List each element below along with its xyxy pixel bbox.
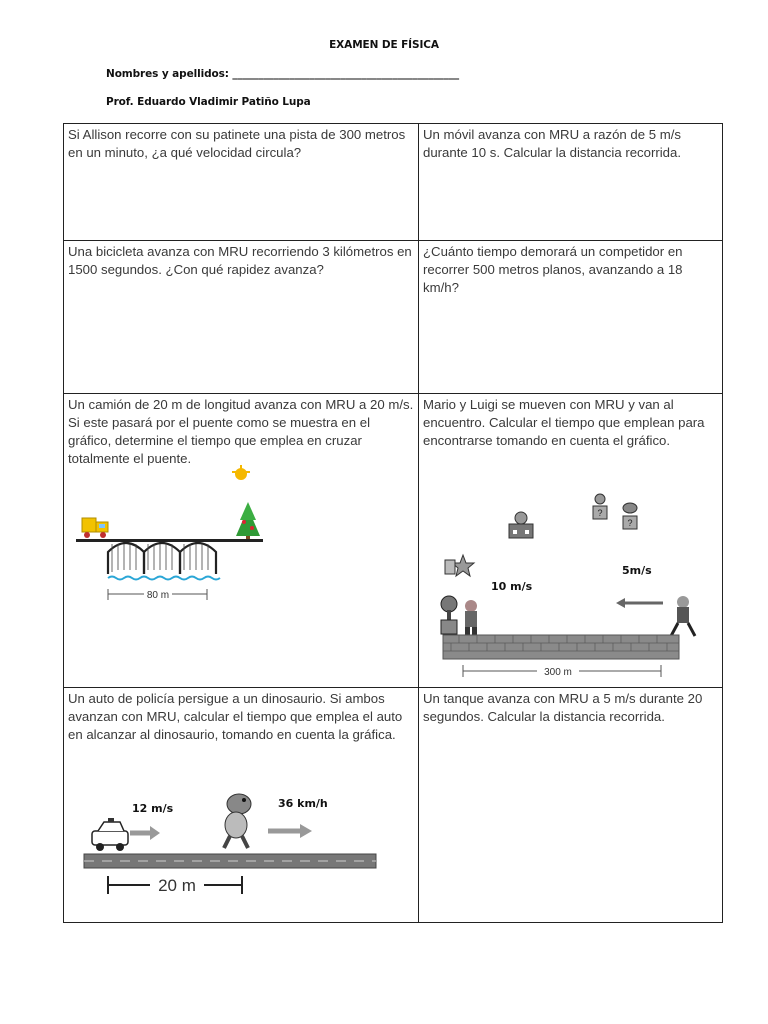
river-water bbox=[108, 577, 220, 580]
bridge-deck bbox=[76, 539, 263, 542]
question-cell-1 bbox=[64, 124, 419, 241]
luigi-speed-label: 5m/s bbox=[622, 564, 652, 577]
star-icon bbox=[445, 555, 474, 576]
brick-ground bbox=[443, 635, 679, 659]
question-text: Un tanque avanza con MRU a 5 m/s durante 20 segundos. Calcular la distancia recorrida. bbox=[423, 691, 703, 724]
castle-block-icon bbox=[509, 512, 533, 538]
question-cell-2 bbox=[419, 124, 723, 241]
professor-name: Prof. Eduardo Vladimir Patiño Lupa bbox=[106, 96, 311, 108]
dinosaur-icon bbox=[224, 794, 251, 848]
svg-text:?: ? bbox=[627, 518, 633, 528]
mario-speed-label: 10 m/s bbox=[491, 580, 533, 593]
question-cell-7 bbox=[64, 688, 419, 923]
bridge-length-label: 80 m bbox=[146, 590, 170, 601]
question-text: Mario y Luigi se mueven con MRU y van al encuentro. Calcular el tiempo que emplean para encontrarse tomando en cuenta el gráfico. bbox=[423, 397, 705, 448]
luigi-direction-arrow bbox=[616, 598, 663, 608]
question-cell-6 bbox=[419, 394, 723, 688]
car-speed-label: 12 m/s bbox=[132, 802, 174, 815]
mushroom-block-icon bbox=[623, 503, 637, 529]
question-text: Si Allison recorre con su patinete una pista de 300 metros en un minuto, ¿a qué velocidad circula? bbox=[68, 127, 406, 160]
mario-icon bbox=[465, 600, 477, 635]
truck-icon bbox=[82, 518, 108, 538]
distance-label: 300 m bbox=[544, 667, 572, 678]
dinosaur-direction-arrow bbox=[268, 824, 312, 838]
dinosaur-speed-label: 36 km/h bbox=[278, 797, 328, 810]
question-cell-3 bbox=[64, 241, 419, 394]
question-text: Un auto de policía persigue a un dinosaurio. Si ambos avanzan con MRU, calcular el tiempo que emplea el auto en alcanzar al dinosaurio, tomando en cuenta la gráfica. bbox=[68, 691, 403, 742]
question-cell-8 bbox=[419, 688, 723, 923]
question-text: Un camión de 20 m de longitud avanza con MRU a 20 m/s. Si este pasará por el puente como se muestra en el gráfico, determine el tiempo que emplea en cruzar totalmente el puente. bbox=[68, 397, 414, 466]
exam-title: EXAMEN DE FÍSICA bbox=[329, 39, 439, 51]
tree-icon bbox=[236, 502, 260, 541]
student-name-line: Nombres y apellidos: ____________________________________________ bbox=[106, 68, 460, 80]
luigi-icon bbox=[671, 596, 695, 636]
gap-label: 20 m bbox=[158, 876, 196, 895]
questions-table bbox=[63, 123, 723, 923]
question-cell-4 bbox=[419, 241, 723, 394]
police-car-icon bbox=[92, 818, 128, 851]
question-cell-5 bbox=[64, 394, 419, 688]
plant-icon bbox=[441, 596, 457, 634]
question-block-icon bbox=[593, 494, 607, 519]
svg-text:?: ? bbox=[597, 508, 603, 518]
car-direction-arrow bbox=[130, 826, 160, 840]
question-text: Una bicicleta avanza con MRU recorriendo 3 kilómetros en 1500 segundos. ¿Con qué rapidez avanza? bbox=[68, 244, 412, 277]
question-text: Un móvil avanza con MRU a razón de 5 m/s durante 10 s. Calcular la distancia recorrida. bbox=[423, 127, 682, 160]
question-text: ¿Cuánto tiempo demorará un competidor en recorrer 500 metros planos, avanzando a 18 km/h? bbox=[423, 244, 683, 295]
